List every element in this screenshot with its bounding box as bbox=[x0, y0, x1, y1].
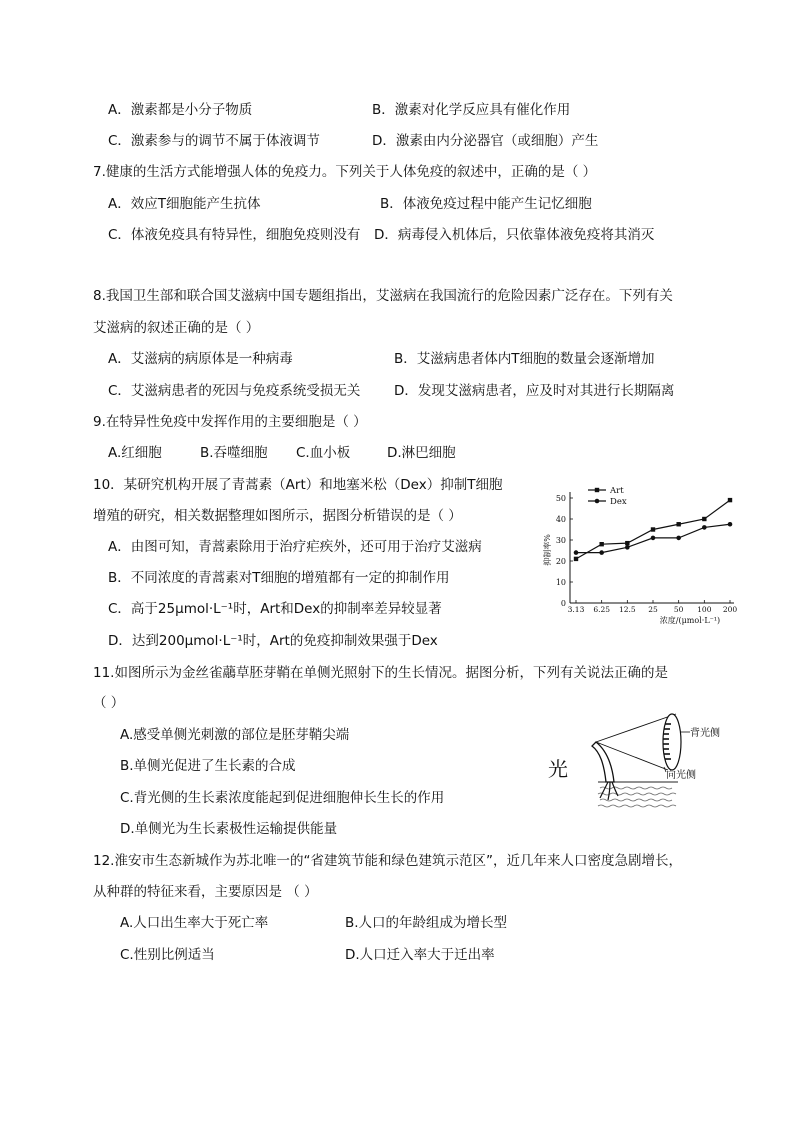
q12-stem-line1: 12.淮安市生态新城作为苏北唯一的“省建筑节能和绿色建筑示范区”，近几年来人口密度急剧增长， bbox=[93, 853, 682, 869]
q12-option-a: A.人口出生率大于死亡率 bbox=[120, 915, 269, 931]
data-point-dex bbox=[599, 550, 604, 555]
y-tick-label: 40 bbox=[555, 515, 566, 524]
coleoptile-diagram bbox=[548, 712, 748, 818]
data-point-art bbox=[728, 498, 732, 502]
q7-stem: 7.健康的生活方式能增强人体的免疫力。下列关于人体免疫的叙述中，正确的是（ ） bbox=[93, 164, 597, 180]
data-point-art bbox=[574, 557, 578, 561]
x-tick-label: 100 bbox=[697, 605, 712, 614]
data-point-dex bbox=[625, 545, 630, 550]
x-axis-label: 浓度/(μmol·L⁻¹) bbox=[659, 616, 721, 625]
q9-option-b: B.吞噬细胞 bbox=[200, 445, 268, 461]
q12-option-c: C.性别比例适当 bbox=[120, 947, 215, 963]
q10-stem-line2: 增殖的研究，相关数据整理如图所示，据图分析错误的是（ ） bbox=[93, 508, 462, 524]
q11-option-d: D.单侧光为生长素极性运输提供能量 bbox=[120, 821, 338, 837]
data-point-dex bbox=[651, 536, 656, 541]
q10-stem-line1: 10．某研究机构开展了青蒿素（Art）和地塞米松（Dex）抑制T细胞 bbox=[93, 477, 503, 493]
x-tick-label: 12.5 bbox=[618, 605, 636, 614]
data-point-art bbox=[702, 517, 706, 521]
back-side-label: 背光侧 bbox=[690, 728, 720, 739]
q10-option-b: B．不同浓度的青蒿素对T细胞的增殖都有一定的抑制作用 bbox=[108, 570, 450, 586]
q12-option-d: D.人口迁入率大于迁出率 bbox=[345, 947, 495, 963]
data-point-art bbox=[651, 527, 655, 531]
y-tick-label: 0 bbox=[560, 599, 566, 608]
q9-option-d: D.淋巴细胞 bbox=[387, 445, 456, 461]
q6-option-d: D．激素由内分泌器官（或细胞）产生 bbox=[372, 133, 599, 149]
q10-line-chart bbox=[540, 478, 740, 628]
data-point-dex bbox=[728, 522, 733, 527]
q7-option-c: C．体液免疫具有特异性，细胞免疫则没有 bbox=[108, 227, 361, 243]
light-label: 光 bbox=[548, 757, 568, 781]
q7-option-a: A．效应T细胞能产生抗体 bbox=[108, 196, 261, 212]
q10-option-a: A．由图可知，青蒿素除用于治疗疟疾外，还可用于治疗艾滋病 bbox=[108, 539, 482, 555]
q9-option-c: C.血小板 bbox=[296, 445, 351, 461]
data-point-art bbox=[676, 522, 680, 526]
light-side-label: 向光侧 bbox=[666, 770, 696, 781]
q11-option-b: B.单侧光促进了生长素的合成 bbox=[120, 758, 296, 774]
legend-marker-art bbox=[595, 488, 599, 492]
y-axis-label: 抑制率% bbox=[543, 534, 552, 566]
q6-option-b: B．激素对化学反应具有催化作用 bbox=[372, 102, 571, 118]
data-point-art bbox=[625, 541, 629, 545]
q11-answer-paren: （ ） bbox=[93, 695, 125, 711]
x-tick-label: 25 bbox=[648, 605, 658, 614]
enlarged-tip bbox=[663, 714, 681, 770]
legend-label-art: Art bbox=[610, 486, 624, 496]
q6-option-a: A．激素都是小分子物质 bbox=[108, 102, 253, 118]
data-point-dex bbox=[574, 550, 579, 555]
q11-option-c: C.背光侧的生长素浓度能起到促进细胞伸长生长的作用 bbox=[120, 790, 445, 806]
q11-coleoptile-figure bbox=[548, 712, 748, 818]
q9-option-a: A.红细胞 bbox=[108, 445, 162, 461]
q6-option-c: C．激素参与的调节不属于体液调节 bbox=[108, 133, 320, 149]
q8-option-c: C．艾滋病患者的死因与免疫系统受损无关 bbox=[108, 383, 361, 399]
q12-option-b: B.人口的年龄组成为增长型 bbox=[345, 915, 508, 931]
q8-option-b: B．艾滋病患者体内T细胞的数量会逐渐增加 bbox=[394, 351, 655, 367]
q11-stem: 11.如图所示为金丝雀虉草胚芽鞘在单侧光照射下的生长情况。据图分析，下列有关说法正确的是 bbox=[93, 665, 668, 681]
data-point-art bbox=[599, 542, 603, 546]
legend-label-dex: Dex bbox=[610, 497, 627, 507]
y-tick-label: 20 bbox=[555, 557, 566, 566]
y-tick-label: 30 bbox=[555, 536, 566, 545]
x-tick-label: 50 bbox=[673, 605, 684, 614]
q7-option-b: B．体液免疫过程中能产生记忆细胞 bbox=[380, 196, 592, 212]
x-tick-label: 200 bbox=[722, 605, 738, 614]
q11-option-a: A.感受单侧光刺激的部位是胚芽鞘尖端 bbox=[120, 727, 350, 743]
q9-stem: 9.在特异性免疫中发挥作用的主要细胞是（ ） bbox=[93, 414, 367, 430]
q8-option-a: A．艾滋病的病原体是一种病毒 bbox=[108, 351, 293, 367]
q10-option-c: C．高于25μmol·L⁻¹时，Art和Dex的抑制率差异较显著 bbox=[108, 601, 442, 617]
data-point-dex bbox=[702, 525, 707, 530]
q12-stem-line2: 从种群的特征来看，主要原因是 （ ） bbox=[93, 884, 318, 900]
data-point-dex bbox=[676, 536, 681, 541]
x-tick-label: 6.25 bbox=[593, 605, 611, 614]
q8-stem-line1: 8.我国卫生部和联合国艾滋病中国专题组指出，艾滋病在我国流行的危险因素广泛存在。下列有关 bbox=[93, 288, 673, 304]
q8-option-d: D．发现艾滋病患者，应及时对其进行长期隔离 bbox=[394, 383, 675, 399]
x-tick-label: 3.13 bbox=[567, 605, 585, 614]
chart-svg bbox=[540, 478, 740, 628]
q10-option-d: D．达到200μmol·L⁻¹时，Art的免疫抑制效果强于Dex bbox=[108, 633, 438, 649]
legend-marker-dex bbox=[595, 499, 600, 504]
q8-stem-line2: 艾滋病的叙述正确的是（ ） bbox=[93, 320, 260, 336]
roots bbox=[600, 782, 618, 800]
y-tick-label: 50 bbox=[555, 494, 566, 503]
y-tick-label: 10 bbox=[555, 578, 566, 587]
q7-option-d: D．病毒侵入机体后，只依靠体液免疫将其消灭 bbox=[374, 227, 655, 243]
